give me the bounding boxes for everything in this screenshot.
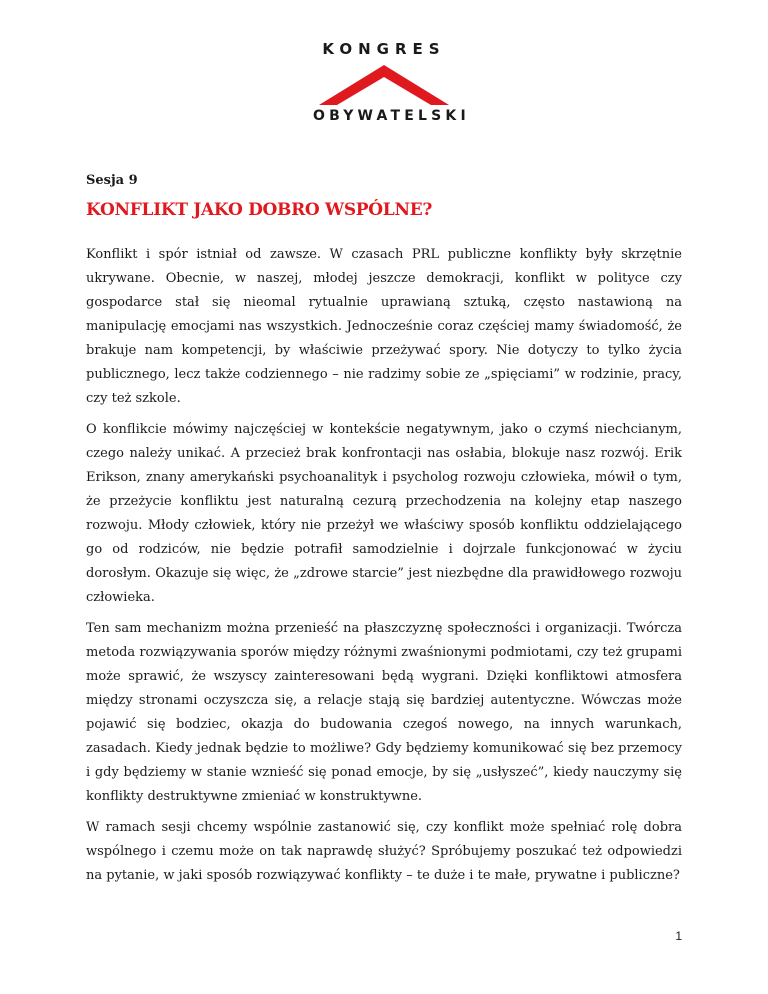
logo-line-obywatelski: OBYWATELSKI xyxy=(313,108,470,124)
paragraph-4: W ramach sesji chcemy wspólnie zastanowić się, czy konflikt może spełniać rolę dobra wspólnego i czemu może on tak naprawdę służyć? Spróbujemy poszukać też odpowiedzi na pytanie, w jaki sposób rozwiązywać konflikty – te duże i te małe, prywatne i publiczne? xyxy=(86,820,682,883)
document-body xyxy=(86,243,682,895)
logo-line-kongres: KONGRES xyxy=(322,40,446,58)
paragraph-3: Ten sam mechanizm można przenieść na płaszczyznę społeczności i organizacji. Twórcza metoda rozwiązywania sporów między różnymi zwaśnionymi podmiotami, czy też grupami może sprawić, że wszyscy zainteresowani będą wygrani. Dzięki konfliktowi atmosfera między stronami oczyszcza się, a relacje stają się bardziej autentyczne. Wówczas może pojawić się bodziec, okazja do budowania czegoś nowego, na innych warunkach, zasadach. Kiedy jednak będzie to możliwe? Gdy będziemy komunikować się bez przemocy i gdy będziemy w stanie wznieść się ponad emocje, by się „usłyszeć”, kiedy nauczymy się konflikty destruktywne zmieniać w konstruktywne. xyxy=(86,621,682,804)
document-title: KONFLIKT JAKO DOBRO WSPÓLNE? xyxy=(86,200,433,220)
session-label: Sesja 9 xyxy=(86,173,138,188)
logo-roof-icon xyxy=(313,62,455,106)
kongres-obywatelski-logo xyxy=(313,40,470,128)
paragraph-2: O konflikcie mówimy najczęściej w kontekście negatywnym, jako o czymś niechcianym, czego należy unikać. A przecież brak konfrontacji nas osłabia, blokuje nasz rozwój. Erik Erikson, znany amerykański psychoanalityk i psycholog rozwoju człowieka, mówił o tym, że przeżycie konfliktu jest naturalną cezurą przechodzenia na kolejny etap naszego rozwoju. Młody człowiek, który nie przeżył we właściwy sposób konfliktu oddzielającego go od rodziców, nie będzie potrafił samodzielnie i dojrzale funkcjonować w życiu dorosłym. Okazuje się więc, że „zdrowe starcie” jest niezbędne dla prawidłowego rozwoju człowieka. xyxy=(86,422,682,605)
paragraph-1: Konflikt i spór istniał od zawsze. W czasach PRL publiczne konflikty były skrzętnie ukrywane. Obecnie, w naszej, młodej jeszcze demokracji, konflikt w polityce czy gospodarce stał się nieomal rytualnie uprawianą sztuką, często nastawioną na manipulację emocjami nas wszystkich. Jednocześnie coraz częściej mamy świadomość, że brakuje nam kompetencji, by właściwie przeżywać spory. Nie dotyczy to tylko życia publicznego, lecz także codziennego – nie radzimy sobie ze „spięciami” w rodzinie, pracy, czy też szkole. xyxy=(86,247,682,406)
page-number: 1 xyxy=(675,929,682,943)
